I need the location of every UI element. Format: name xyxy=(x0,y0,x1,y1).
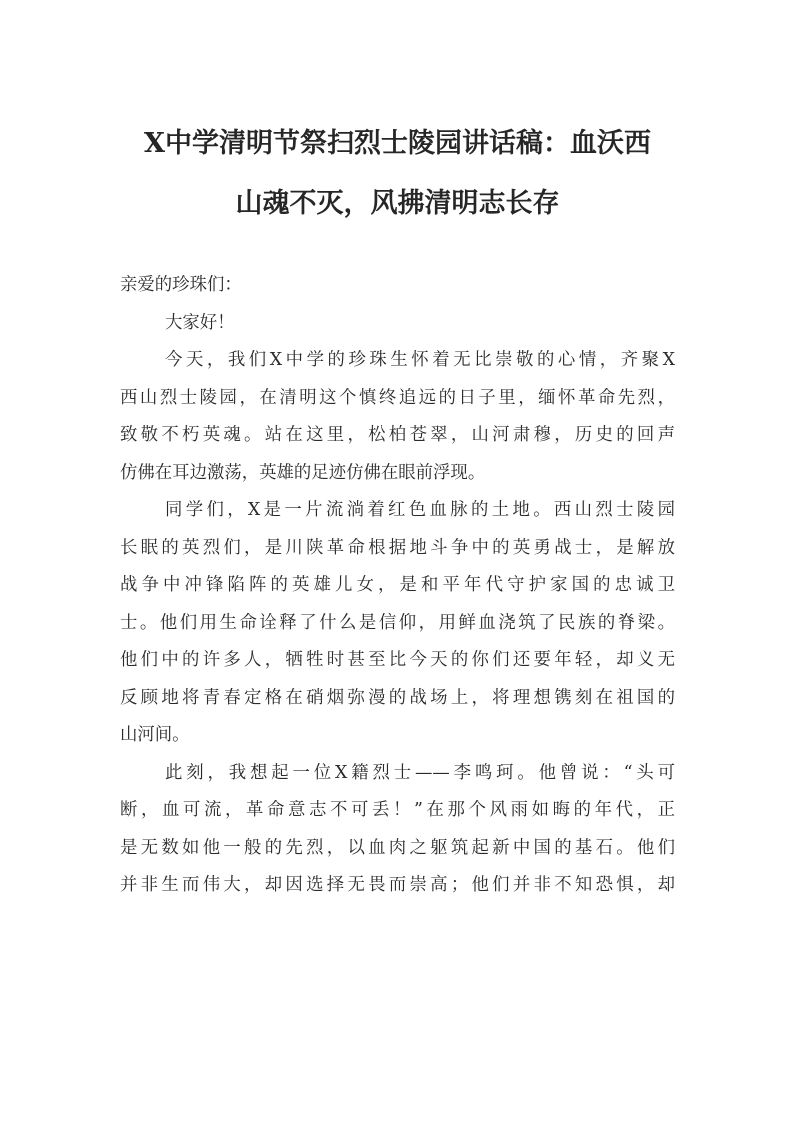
paragraph-line: 长眠的英烈们，是川陕革命根据地斗争中的英勇战士，是解放 xyxy=(120,537,675,558)
paragraph-line: 并非生而伟大，却因选择无畏而崇高；他们并非不知恐惧，却 xyxy=(120,875,675,895)
paragraph-line: 西山烈士陵园，在清明这个慎终追远的日子里，缅怀革命先烈， xyxy=(120,387,675,408)
paragraph-line: 是无数如他一般的先烈，以血肉之躯筑起新中国的基石。他们 xyxy=(120,837,675,858)
title-line-1: X中学清明节祭扫烈士陵园讲话稿：血沃西 xyxy=(144,128,651,159)
paragraph-line: 断，血可流，革命意志不可丢！”在那个风雨如晦的年代，正 xyxy=(120,800,675,820)
paragraph-line: 山河间。 xyxy=(120,725,190,745)
paragraph-line: 今天，我们X中学的珍珠生怀着无比崇敬的心情，齐聚X xyxy=(165,350,675,370)
paragraph-line: 致敬不朽英魂。站在这里，松柏苍翠，山河肃穆，历史的回声 xyxy=(120,425,675,445)
paragraph-line: 同学们，X是一片流淌着红色血脉的土地。西山烈士陵园 xyxy=(165,500,675,520)
paragraph-line: 他们中的许多人，牺牲时甚至比今天的你们还要年轻，却义无 xyxy=(120,650,675,670)
document-title xyxy=(120,124,675,244)
paragraph-line: 此刻，我想起一位X籍烈士——李鸣珂。他曾说：“头可 xyxy=(165,762,675,783)
salutation-line: 亲爱的珍珠们： xyxy=(120,275,242,295)
greeting-line: 大家好！ xyxy=(165,312,235,333)
paragraph-line: 反顾地将青春定格在硝烟弥漫的战场上，将理想镌刻在祖国的 xyxy=(120,687,675,708)
paragraph-line: 战争中冲锋陷阵的英雄儿女，是和平年代守护家国的忠诚卫 xyxy=(120,575,675,595)
title-line-2: 山魂不灭，风拂清明志长存 xyxy=(235,188,560,219)
paragraph-line: 仿佛在耳边激荡，英雄的足迹仿佛在眼前浮现。 xyxy=(120,462,486,483)
document-body xyxy=(120,267,675,905)
paragraph-line: 士。他们用生命诠释了什么是信仰，用鲜血浇筑了民族的脊梁。 xyxy=(120,612,675,633)
